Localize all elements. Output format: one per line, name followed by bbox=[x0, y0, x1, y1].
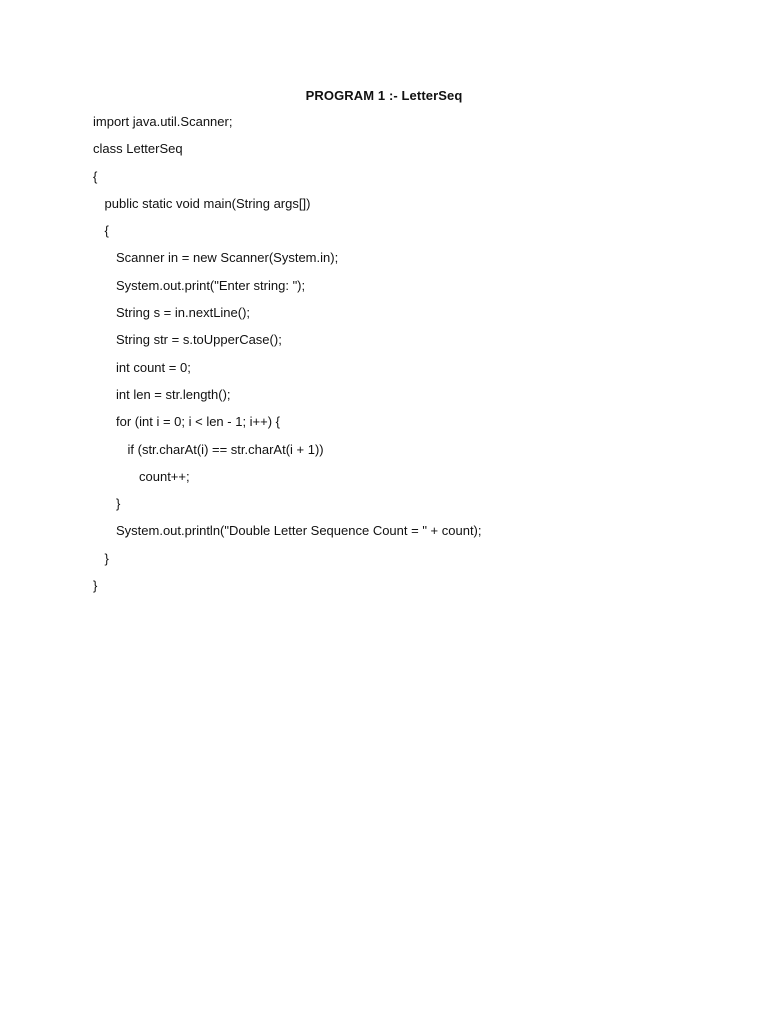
code-line: for (int i = 0; i < len - 1; i++) { bbox=[116, 414, 281, 430]
code-line: System.out.print("Enter string: "); bbox=[116, 277, 306, 293]
code-line: public static void main(String args[]) bbox=[104, 195, 311, 211]
code-line: } bbox=[116, 496, 121, 512]
code-line: import java.util.Scanner; bbox=[93, 114, 233, 129]
code-line: int len = str.length(); bbox=[116, 386, 231, 402]
document-title: PROGRAM 1 :- LetterSeq bbox=[305, 88, 463, 103]
code-block bbox=[93, 112, 733, 603]
code-line: String str = s.toUpperCase(); bbox=[116, 332, 282, 348]
code-line: } bbox=[104, 550, 109, 566]
code-line: Scanner in = new Scanner(System.in); bbox=[116, 250, 339, 266]
code-line: if (str.charAt(i) == str.charAt(i + 1)) bbox=[127, 441, 324, 457]
code-line: count++; bbox=[139, 468, 190, 484]
code-line: { bbox=[104, 223, 109, 239]
code-line: { bbox=[93, 168, 98, 184]
code-line: class LetterSeq bbox=[93, 141, 183, 157]
code-line: } bbox=[93, 578, 98, 594]
code-line: int count = 0; bbox=[116, 359, 191, 375]
code-line: String s = in.nextLine(); bbox=[116, 305, 251, 321]
code-line: System.out.println("Double Letter Sequence Count = " + count); bbox=[116, 523, 482, 539]
